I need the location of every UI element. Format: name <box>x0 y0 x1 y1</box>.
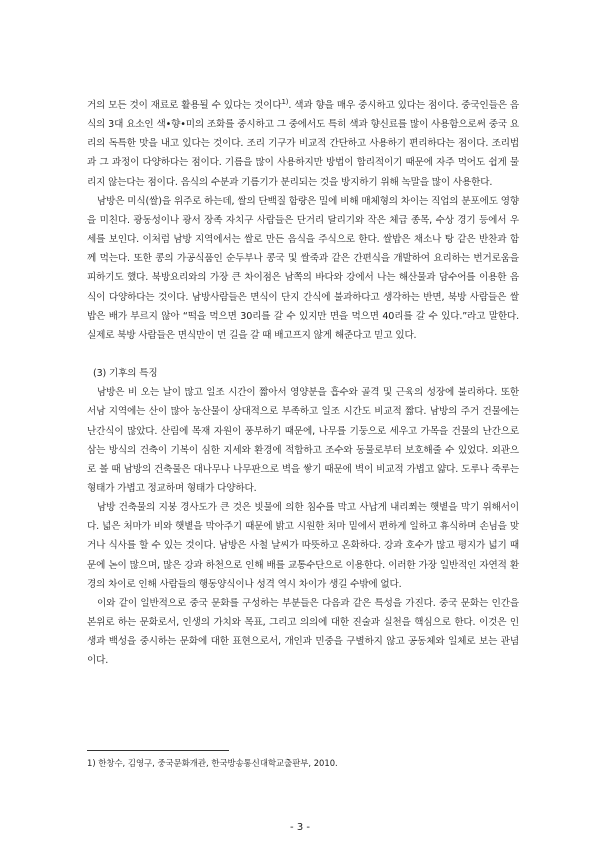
paragraph-1-text-cont: . 색과 향을 매우 중시하고 있다는 점이다. 중국인들은 음식의 3대 요소인 색•향•미의 조화를 중시하고 그 중에서도 특히 색과 향신료를 많이 사용함으로써 중국 요리의 독특한 맛을 내고 있다는 것이다. 조리 기구가 비교적 간단하고 사용하기 편리하다는 점이다. 조리법과 그 과정이 다양하다는 점이다. 기름을 많이 사용하지만 방법이 합리적이기 때문에 자주 먹어도 쉽게 물리지 않는다는 점이다. 음식의 수분과 기름기가 분리되는 것을 방지하기 위해 녹말을 많이 사용한다. <box>87 100 519 188</box>
section-paragraph-3: 이와 같이 일반적으로 중국 문화를 구성하는 부분들은 다음과 같은 특성을 가진다. 중국 문화는 인간을 본위로 하는 문화로서, 인생의 가치와 목표, 그리고 의의에 대한 진술과 실천을 핵심으로 한다. 이것은 인생과 백성을 중시하는 문화에 대한 표현으로서, 개인과 민중을 구별하지 않고 공동체와 일체로 보는 관념이다. <box>87 597 519 667</box>
body-text <box>87 96 519 671</box>
section-paragraph-2: 남방 건축물의 지붕 경사도가 큰 것은 빗물에 의한 침수를 막고 사납게 내리쬐는 햇볕을 막기 위해서이다. 넓은 처마가 비와 햇볕을 막아주기 때문에 밝고 시원한 처마 밑에서 편하게 일하고 휴식하며 손님을 맞거나 식사를 할 수 있는 것이다. 남방은 사철 날씨가 따뜻하고 온화하다. 강과 호수가 많고 평지가 넓기 때문에 논이 많으며, 많은 강과 하천으로 인해 배를 교통수단으로 이용한다. 이러한 가장 일반적인 자연적 환경의 차이로 인해 사람들의 행동양식이나 성격 역시 차이가 생길 수밖에 없다. <box>87 502 519 590</box>
section-paragraph-1: 남방은 비 오는 날이 많고 일조 시간이 짧아서 영양분을 흡수와 골격 및 근육의 성장에 불리하다. 또한 서남 지역에는 산이 많아 농산물이 상대적으로 부족하고 일조 시간도 비교적 짧다. 남방의 주거 건물에는 난간식이 많았다. 산림에 목재 자원이 풍부하기 때문에, 나무를 기둥으로 세우고 가목을 건물의 난간으로 삼는 방식의 건축이 기복이 심한 지세와 환경에 적합하고 조수와 동물로부터 보호해줄 수 있었다. 외관으로 볼 때 남방의 건축물은 대나무나 나무판으로 벽을 쌓기 때문에 벽이 비교적 가볍고 얇다. 도루나 죽루는 형태가 가볍고 정교하며 형태가 다양하다. <box>87 387 519 494</box>
paragraph-1-text: 거의 모든 것이 재료로 활용될 수 있다는 것이다 <box>87 100 282 111</box>
section-heading: (3) 기후의 특징 <box>93 368 158 380</box>
footnote-ref: 1) <box>281 97 289 106</box>
page-number: - 3 - <box>290 822 310 833</box>
paragraph-2: 남방은 미식(쌀)을 위주로 하는데, 쌀의 단백질 함량은 밀에 비해 매체형의 차이는 직업의 분포에도 영향을 미친다. 광동성이나 광서 장족 자치구 사람들은 단거리 달리기와 작은 체급 종목, 수상 경기 등에서 우세를 보인다. 이처럼 남방 지역에서는 쌀로 만든 음식을 주식으로 한다. 쌀밥은 채소나 탕 같은 반찬과 함께 먹는다. 또한 콩의 가공식품인 순두부나 콩국 및 쌀죽과 같은 간편식을 개발하여 요리하는 번거로움을 피하기도 했다. 북방요리와의 가장 큰 차이점은 남쪽의 바다와 강에서 나는 해산물과 담수어를 이용한 음식이 다양하다는 것이다. 남방사람들은 면식이 단지 간식에 불과하다고 생각하는 반면, 북방 사람들은 쌀밥은 배가 부르지 않아 “떡을 먹으면 30리를 갈 수 있지만 면을 먹으면 40리를 갈 수 있다.”라고 말한다. 실제로 북방 사람들은 면식만이 먼 길을 갈 때 배고프지 않게 해준다고 믿고 있다. <box>87 195 519 341</box>
footnote-divider <box>87 750 229 751</box>
paragraph-1 <box>87 96 519 192</box>
footnote: 1) 한창수, 김영구, 중국문화개관, 한국방송통신대학교출판부, 2010. <box>87 758 338 768</box>
